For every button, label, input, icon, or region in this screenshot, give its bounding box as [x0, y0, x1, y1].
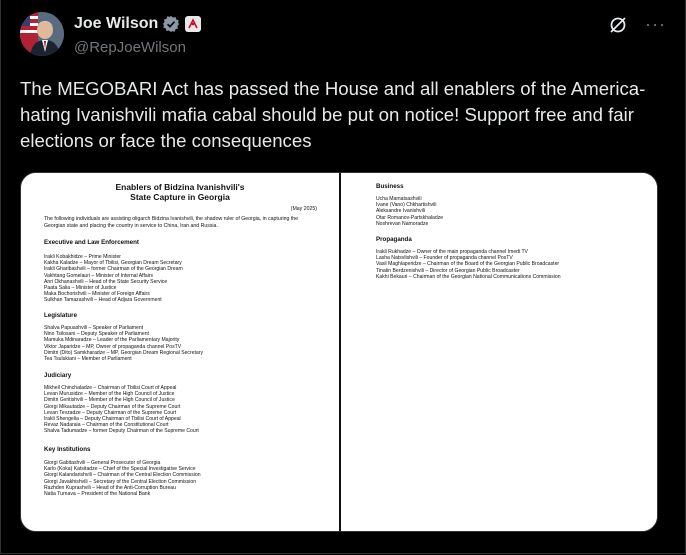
section-list-judiciary — [44, 385, 199, 435]
list-item: Shalva Tadumadze – former Deputy Chairman of the Supreme Court — [44, 428, 199, 435]
avatar[interactable] — [20, 12, 64, 56]
author-handle[interactable]: @RepJoeWilson — [74, 39, 186, 56]
list-item: Otar Romanov-Partskhaladze — [376, 214, 444, 221]
list-item: Irakli Shengelia – Deputy Chairman of Tbilisi Court of Appeal — [44, 416, 181, 423]
document-title — [21, 182, 339, 202]
list-item: Nino Tsilosani – Deputy Speaker of Parliament — [44, 331, 149, 338]
list-item: Razhden Kuprashvili – Head of the Anti-Corruption Bureau — [44, 484, 176, 491]
list-item: Dimitri (Dito) Samkharadze – MP, Georgian Dream Regional Secretary — [44, 349, 204, 356]
list-item: Ivane (Vano) Chkhartishvili — [376, 202, 437, 209]
list-item: Lasha Natsvlishvili – Founder of propaganda channel PosTV — [376, 255, 513, 262]
section-title-key-institutions: Key Institutions — [44, 446, 91, 453]
list-item: Revaz Nadaraia – Chairman of the Constitutional Court — [44, 422, 169, 429]
section-list-key-institutions — [44, 460, 201, 497]
grok-slash-icon[interactable] — [608, 15, 628, 35]
list-item: Shalva Papuashvili – Speaker of Parliament — [44, 325, 144, 331]
list-item: Dimitri Gvritishvili – Member of the High Council of Justice — [44, 397, 175, 404]
list-item: Kakha Kaladze – Mayor of Tbilisi, Georgian Dream Secretary — [44, 260, 182, 267]
section-title-executive: Executive and Law Enforcement — [44, 239, 139, 246]
list-item: Vakhtang Gomelauri – Minister of Internal Affairs — [44, 272, 154, 279]
list-item: Levan Murusidze – Member of the High Council of Justice — [44, 391, 175, 398]
congress-seal-glyph — [187, 18, 199, 30]
list-item: Levan Tevzadze – Deputy Chairman of the Supreme Court — [44, 409, 177, 416]
list-item: Giorgi Gabitashvili – General Prosecutor of Georgia — [44, 460, 161, 466]
list-item: Anri Okhanashvili – Head of the State Security Service — [44, 278, 168, 285]
document-page-right — [341, 173, 657, 531]
list-item: Tinatin Berdzenishvili – Director of Georgian Public Broadcaster — [376, 267, 520, 274]
section-list-legislature — [44, 325, 203, 362]
list-item: Giorgi Kalandarishvili – Chairman of the Central Election Commission — [44, 472, 201, 479]
list-item: Mikheil Chinchaladze – Chairman of Tbilisi Court of Appeal — [44, 385, 177, 391]
list-item: Viktor Japaridze – MP, Owner of propaganda channel PosTV — [44, 343, 182, 350]
list-item: Irakli Kobakhidze – Prime Minister — [44, 254, 122, 260]
list-item: Maka Bochorishvili – Minister of Foreign Affairs — [44, 291, 150, 298]
list-item: Noshrevan Namoradze — [376, 220, 429, 227]
list-item: Giorgi Mikautadze – Deputy Chairman of the Supreme Court — [44, 403, 181, 410]
section-list-business — [376, 196, 443, 227]
section-title-business: Business — [376, 183, 404, 190]
section-title-judiciary: Judiciary — [44, 372, 72, 379]
list-item: Giorgi Javakhishvili – Secretary of the Central Election Commission — [44, 478, 197, 485]
avatar-image — [20, 12, 64, 56]
list-item: Sulkhan Tamazashvili – Head of Adjara Government — [44, 297, 162, 304]
section-title-propaganda: Propaganda — [376, 236, 412, 243]
list-item: Natia Turnava – President of the National Bank — [44, 491, 151, 498]
congress-seal-icon[interactable] — [185, 16, 201, 32]
document-title-line1: Enablers of Bidzina Ivanishvili's — [115, 182, 245, 192]
name-row — [74, 14, 201, 34]
list-item: Ucha Mamatsashvili — [376, 196, 422, 202]
tweet-media-image[interactable] — [20, 172, 658, 532]
list-item: Paata Salia – Minister of Justice — [44, 285, 117, 292]
list-item: Vasil Maghlaperidze – Chairman of the Board of the Georgian Public Broadcaster — [376, 261, 560, 268]
list-item: Irakli Rukhadze – Owner of the main propaganda channel Imedi TV — [376, 249, 528, 255]
document-intro: The following individuals are assisting oligarch Bidzina Ivanishvili, the shadow ruler of Georgia, in capturing the Georgian state and placing the country in service to China, Iran and Russia. — [44, 216, 299, 229]
author-name[interactable]: Joe Wilson — [74, 15, 159, 32]
list-item: Karlo (Koka) Katsitadze – Chief of the Special Investigative Service — [44, 466, 196, 473]
list-item: Tea Tsulukiani – Member of Parliament — [44, 356, 132, 363]
verified-check-icon[interactable] — [162, 15, 180, 33]
section-list-executive — [44, 254, 183, 304]
section-list-propaganda — [376, 249, 561, 280]
section-title-legislature: Legislature — [44, 312, 78, 319]
list-item: Kakhi Bekauri – Chairman of the Georgian National Communications Commission — [376, 273, 561, 280]
list-item: Aleksandre Ivanishvili — [376, 208, 425, 215]
more-dots-icon[interactable]: ··· — [645, 14, 666, 34]
tweet-text: The MEGOBARI Act has passed the House and all enablers of the America-hating Ivanishvili mafia cabal should be put on notice! Support free and fair elections or face the consequences — [20, 78, 646, 151]
tweet-header — [20, 12, 666, 60]
list-item: Mamuka Mdinaradze – Leader of the Parliamentary Majority — [44, 337, 180, 344]
list-item: Irakli Gharibashvili – former Chairman of the Georgian Dream — [44, 266, 183, 273]
author-block — [74, 14, 201, 56]
document-title-line2: State Capture in Georgia — [130, 192, 230, 202]
document-page-left — [21, 173, 339, 531]
document-date: (May 2025) — [290, 206, 317, 212]
